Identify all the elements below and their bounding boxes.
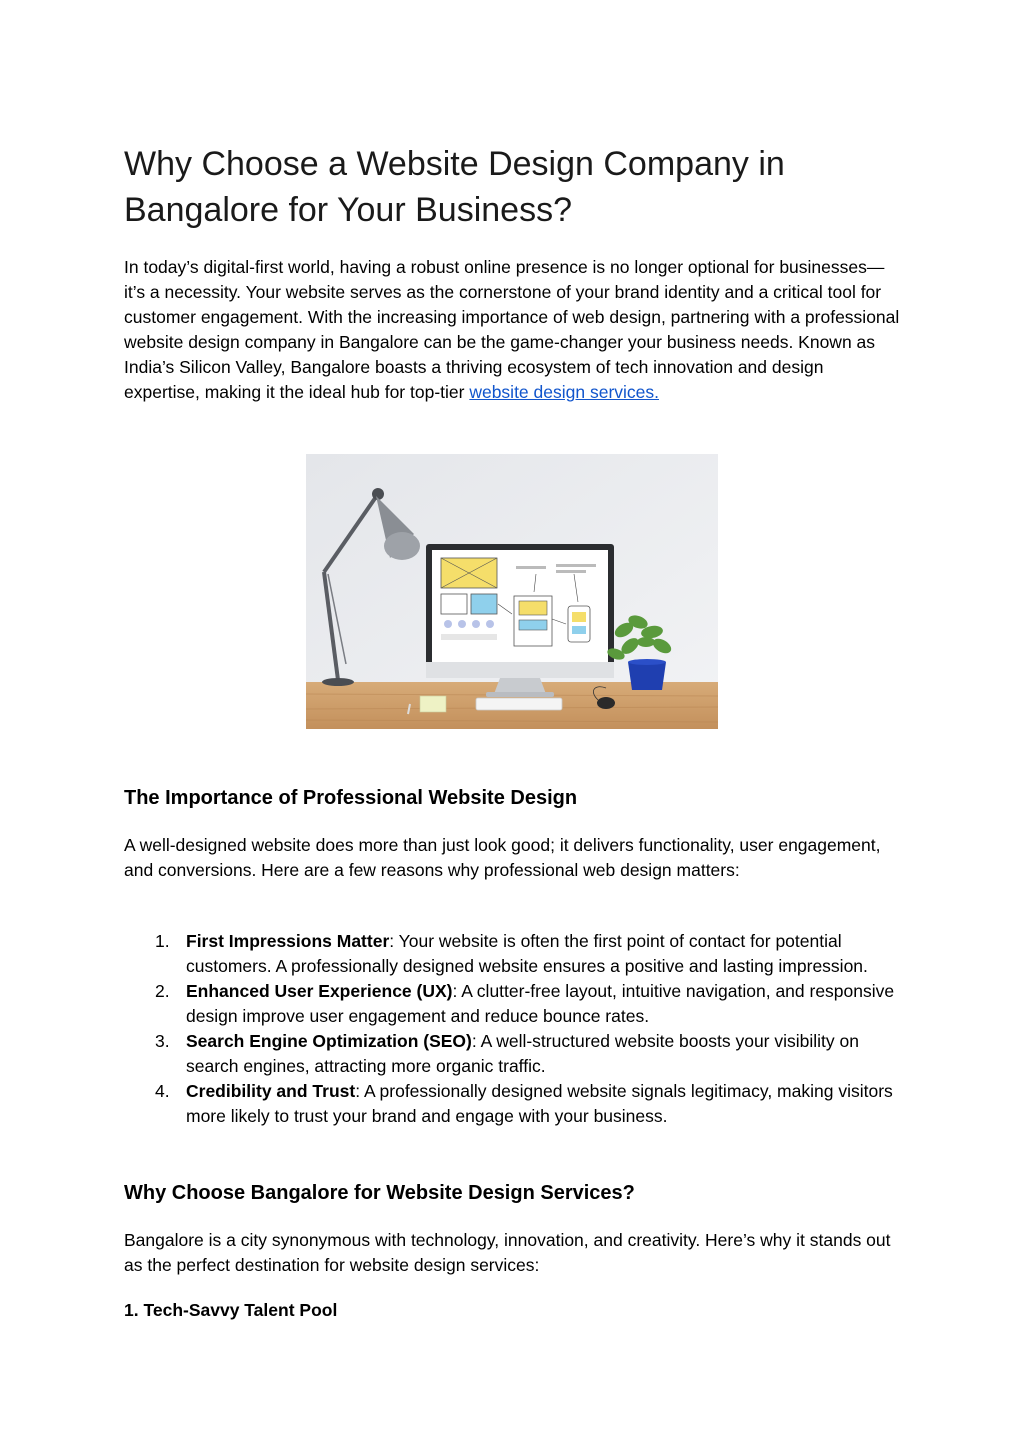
section-heading-importance: The Importance of Professional Website Design [124,787,578,809]
list-item [124,1079,904,1129]
intro-text: In today’s digital-first world, having a robust online presence is no longer optional for businesses—it’s a necessity. Your website serves as the cornerstone of your brand identity and a critical tool for customer engagement. With the increasing importance of web design, partnering with a professional website design company in Bangalore can be the game-changer your business needs. Known as India’s Silicon Valley, Bangalore boasts a thriving ecosystem of tech innovation and design expertise, making it the ideal hub for top-tier [124,257,900,402]
list-item-text: : A clutter-free layout, intuitive navigation, and responsive design improve user engagement and reduce bounce rates. [186,981,895,1026]
monitor-icon [426,544,614,697]
list-item-term: Enhanced User Experience (UX) [186,981,453,1001]
list-number: 1. [155,931,170,951]
list-item [124,1029,904,1079]
list-item [124,979,904,1029]
why-bangalore-paragraph: Bangalore is a city synonymous with technology, innovation, and creativity. Here’s why it stands out as the perfect destination for website design services: [124,1230,891,1275]
list-number: 4. [155,1081,170,1101]
reasons-list [124,929,904,1129]
list-item-text: : Your website is often the first point of contact for potential customers. A professionally designed website ensures a positive and lasting impression. [186,931,868,976]
list-item-term: Credibility and Trust [186,1081,356,1101]
list-item-term: First Impressions Matter [186,931,390,951]
list-item-text: : A professionally designed website signals legitimacy, making visitors more likely to trust your brand and engage with your business. [186,1081,893,1126]
subheading-talent-pool: 1. Tech-Savvy Talent Pool [124,1300,338,1320]
website-design-services-link[interactable]: website design services. [469,382,659,402]
intro-paragraph [124,255,904,405]
desk-computer-image [306,454,718,729]
list-number: 3. [155,1031,170,1051]
list-number: 2. [155,981,170,1001]
list-item-text: : A well-structured website boosts your visibility on search engines, attracting more organic traffic. [186,1031,859,1076]
page-title: Why Choose a Website Design Company in Bangalore for Your Business? [124,145,785,229]
importance-paragraph: A well-designed website does more than just look good; it delivers functionality, user engagement, and conversions. Here are a few reasons why professional web design matters: [124,835,881,880]
list-item [124,929,904,979]
list-item-term: Search Engine Optimization (SEO) [186,1031,472,1051]
section-heading-why-bangalore: Why Choose Bangalore for Website Design Services? [124,1182,635,1204]
